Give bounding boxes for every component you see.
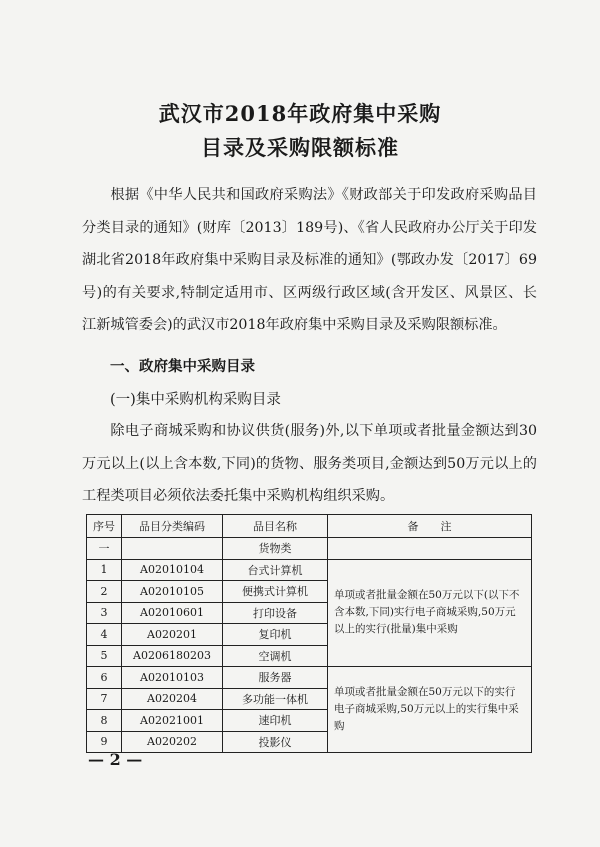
row-name: 台式计算机	[223, 559, 328, 581]
note-cell-b: 单项或者批量金额在50万元以下的实行电子商城采购,50万元以上的实行集中采购	[328, 667, 532, 753]
header-code: 品目分类编码	[122, 515, 223, 538]
row-name: 投影仪	[223, 731, 328, 753]
row-code: A020204	[122, 688, 223, 710]
category-no: 一	[87, 538, 122, 560]
row-no: 4	[87, 624, 122, 646]
table-header-row	[87, 515, 532, 538]
table-row	[87, 559, 532, 581]
row-name: 打印设备	[223, 602, 328, 624]
row-no: 5	[87, 645, 122, 667]
table-row	[87, 667, 532, 689]
row-no: 3	[87, 602, 122, 624]
subsection-heading: (一)集中采购机构采购目录	[110, 392, 281, 408]
page-number: — 2 —	[88, 750, 143, 769]
row-code: A02021001	[122, 710, 223, 732]
row-code: A02010601	[122, 602, 223, 624]
row-name: 空调机	[223, 645, 328, 667]
row-no: 7	[87, 688, 122, 710]
row-name: 多功能一体机	[223, 688, 328, 710]
header-note: 备 注	[328, 515, 532, 538]
row-no: 6	[87, 667, 122, 689]
category-note-empty	[328, 538, 532, 560]
row-code: A02010104	[122, 559, 223, 581]
row-name: 复印机	[223, 624, 328, 646]
header-name: 品目名称	[223, 515, 328, 538]
procurement-catalog-table	[86, 514, 532, 753]
document-title-line1: 武汉市2018年政府集中采购	[158, 101, 442, 126]
row-name: 便携式计算机	[223, 581, 328, 603]
category-name: 货物类	[223, 538, 328, 560]
row-no: 2	[87, 581, 122, 603]
row-code: A02010105	[122, 581, 223, 603]
row-name: 服务器	[223, 667, 328, 689]
section-heading: 一、政府集中采购目录	[110, 358, 255, 375]
header-no: 序号	[87, 515, 122, 538]
category-code-empty	[122, 538, 223, 560]
row-code: A02010103	[122, 667, 223, 689]
row-name: 速印机	[223, 710, 328, 732]
document-title-line2: 目录及采购限额标准	[201, 135, 399, 160]
row-code: A0206180203	[122, 645, 223, 667]
row-no: 1	[87, 559, 122, 581]
row-no: 9	[87, 731, 122, 753]
category-row	[87, 538, 532, 560]
row-code: A020202	[122, 731, 223, 753]
row-no: 8	[87, 710, 122, 732]
row-code: A020201	[122, 624, 223, 646]
intro-paragraph: 根据《中华人民共和国政府采购法》《财政部关于印发政府采购品目分类目录的通知》(财库〔2013〕189号)、《省人民政府办公厅关于印发湖北省2018年政府集中采购目录及标准的通知》(鄂政办发〔2017〕69号)的有关要求,特制定适用市、区两级行政区域(含开发区、风景区、长江新城管委会)的武汉市2018年政府集中采购目录及采购限额标准。	[82, 187, 537, 333]
note-cell-a: 单项或者批量金额在50万元以下(以下不含本数,下同)实行电子商城采购,50万元以上的实行(批量)集中采购	[328, 559, 532, 667]
rule-paragraph: 除电子商城采购和协议供货(服务)外,以下单项或者批量金额达到30万元以上(以上含本数,下同)的货物、服务类项目,金额达到50万元以上的工程类项目必须依法委托集中采购机构组织采购。	[82, 423, 537, 504]
